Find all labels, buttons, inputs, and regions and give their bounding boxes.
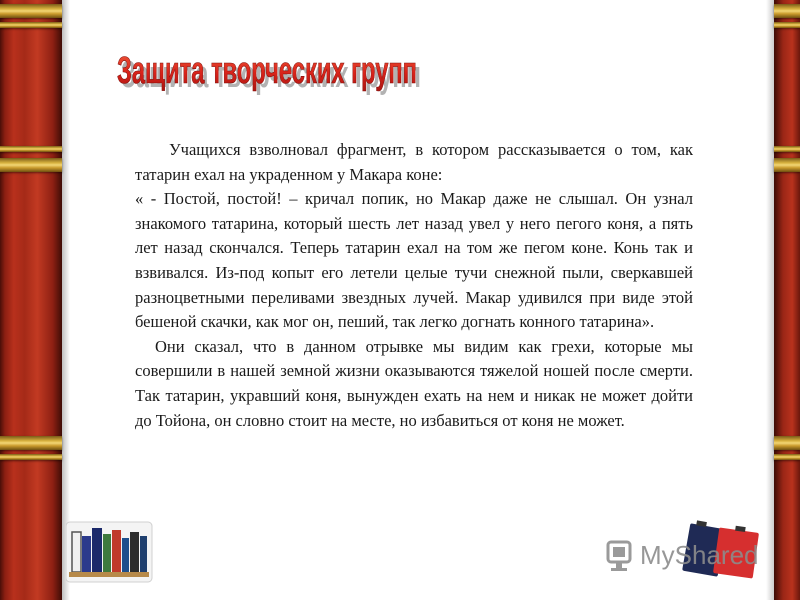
paragraph-intro: Учащихся взволновал фрагмент, в котором рассказывается о том, как татарин ехал на украденном у Макара коне: — [135, 140, 693, 184]
myshared-watermark — [604, 520, 774, 584]
spine-gold-band — [774, 4, 800, 18]
slide-title-art — [112, 36, 452, 96]
books-shelf-icon — [66, 520, 154, 584]
paragraph-quote: « - Постой, постой! – кричал попик, но Макар даже не слышал. Он узнал знакомого татарина, который шесть лет назад увел у него пегого коня, а пять лет назад скончался. Теперь татарин ехал на том же пегом коне. Конь так и взвивался. Из-под копыт его летели целые тучи снежной пыли, сверкавшей разноцветными переливами звездных лучей. Макар удивился при виде этой бешеной скачки, как мог он, пеший, так легко догнать конного татарина». — [135, 189, 693, 332]
spine-gold-band — [774, 22, 800, 28]
spine-gold-band — [774, 454, 800, 460]
slide-title-shadow: Защита творческих групп — [121, 54, 421, 96]
slide-title — [112, 36, 452, 96]
spine-gold-band — [0, 436, 62, 450]
myshared-logo-icon — [608, 542, 630, 571]
left-spine-shadow — [62, 0, 70, 600]
right-spine-shadow — [766, 0, 774, 600]
spine-gold-band — [0, 4, 62, 18]
spine-gold-band — [0, 146, 62, 152]
spine-gold-band — [774, 436, 800, 450]
spine-gold-band — [774, 146, 800, 152]
spine-gold-band — [0, 22, 62, 28]
left-book-spine — [0, 0, 62, 600]
slide-body — [135, 138, 693, 433]
slide-title-text: Защита творческих групп — [117, 50, 417, 92]
spine-gold-band — [0, 158, 62, 172]
spine-gold-band — [0, 454, 62, 460]
right-book-spine — [774, 0, 800, 600]
paragraph-conclusion: Они сказал, что в данном отрывке мы видим как грехи, которые мы совершили в нашей земной жизни оказываются тяжелой ношей после смерти. Так татарин, укравший коня, вынужден ехать на нем и никак не может дойти до Тойона, он словно стоит на месте, но избавиться от коня не может. — [135, 336, 693, 430]
spine-gold-band — [774, 158, 800, 172]
watermark-text: MyShared — [640, 540, 759, 570]
